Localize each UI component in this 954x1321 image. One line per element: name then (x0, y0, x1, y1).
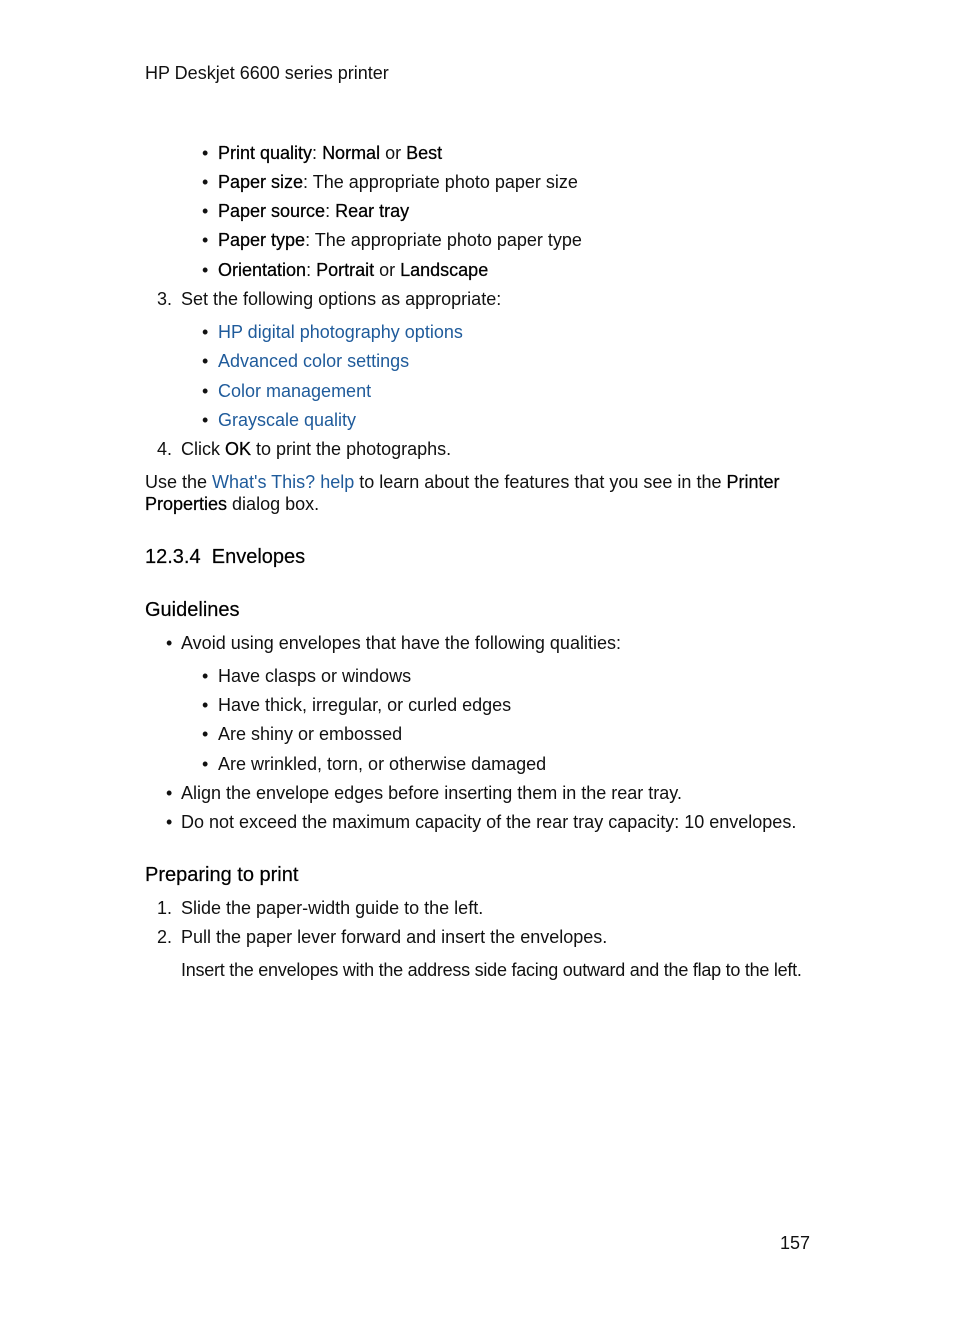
list-item-print-quality: Print quality: Normal or Best (218, 143, 443, 163)
bullet-marker: • (202, 172, 209, 192)
list-item-paper-type: Paper type: The appropriate photo paper type (218, 230, 582, 250)
bullet-marker: • (202, 666, 209, 686)
bullet-marker: • (202, 410, 209, 430)
guidelines-heading: Guidelines (145, 599, 240, 621)
list-item: Have clasps or windows (218, 666, 412, 686)
setting-value: Landscape (400, 260, 489, 280)
ok-label: OK (225, 439, 252, 459)
link-hp-digital-photography-options[interactable]: HP digital photography options (218, 322, 463, 342)
list-item: Are shiny or embossed (218, 724, 403, 744)
step-text: Slide the paper-width guide to the left. (181, 898, 484, 918)
link-color-management[interactable]: Color management (218, 381, 372, 401)
link-whats-this-help[interactable]: What's This? help (212, 472, 355, 492)
setting-label: Paper type (218, 230, 306, 250)
list-item-orientation: Orientation: Portrait or Landscape (218, 260, 489, 280)
bullet-marker: • (202, 201, 209, 221)
preparing-heading: Preparing to print (145, 864, 299, 886)
list-item: Have thick, irregular, or curled edges (218, 695, 512, 715)
section-title: Envelopes (211, 546, 306, 568)
bullet-marker: • (202, 230, 209, 250)
bullet-marker: • (202, 143, 209, 163)
step-number: 4. (157, 439, 173, 459)
setting-value: Best (406, 143, 443, 163)
bullet-marker: • (166, 812, 173, 832)
list-item-paper-size: Paper size: The appropriate photo paper size (218, 172, 578, 192)
bullet-marker: • (202, 322, 209, 342)
step-4-text: Click OK to print the photographs. (181, 439, 452, 459)
setting-value: Normal (322, 143, 381, 163)
bullet-marker: • (202, 754, 209, 774)
bullet-marker: • (166, 783, 173, 803)
bullet-marker: • (202, 260, 209, 280)
bullet-marker: • (166, 633, 173, 653)
setting-label: Print quality (218, 143, 313, 163)
setting-value: Rear tray (335, 201, 410, 221)
step-text: Pull the paper lever forward and insert the envelopes. (181, 927, 608, 947)
section-heading (145, 546, 305, 568)
step-number: 2. (157, 927, 173, 947)
bullet-marker: • (202, 381, 209, 401)
setting-label: Paper size (218, 172, 304, 192)
step-3-text: Set the following options as appropriate: (181, 289, 502, 309)
section-number: 12.3.4 (145, 546, 201, 568)
step-number: 3. (157, 289, 173, 309)
list-item: Align the envelope edges before inserting them in the rear tray. (181, 783, 682, 803)
list-item-paper-source: Paper source: Rear tray (218, 201, 410, 221)
bullet-marker: • (202, 695, 209, 715)
link-grayscale-quality[interactable]: Grayscale quality (218, 410, 357, 430)
help-paragraph: Use the What's This? help to learn about the features that you see in the Printer Properties dialog box. (145, 472, 780, 514)
step-number: 1. (157, 898, 173, 918)
running-header: HP Deskjet 6600 series printer (145, 63, 389, 83)
printer-properties-label: Printer Properties (145, 472, 780, 514)
link-advanced-color-settings[interactable]: Advanced color settings (218, 351, 410, 371)
setting-value: Portrait (316, 260, 375, 280)
list-item: Do not exceed the maximum capacity of the rear tray capacity: 10 envelopes. (181, 812, 797, 832)
bullet-marker: • (202, 351, 209, 371)
list-item: Avoid using envelopes that have the following qualities: (181, 633, 621, 653)
setting-label: Orientation (218, 260, 307, 280)
list-item: Are wrinkled, torn, or otherwise damaged (218, 754, 547, 774)
step-note: Insert the envelopes with the address side facing outward and the flap to the left. (181, 960, 802, 980)
page-number: 157 (780, 1233, 811, 1253)
setting-label: Paper source (218, 201, 326, 221)
bullet-marker: • (202, 724, 209, 744)
